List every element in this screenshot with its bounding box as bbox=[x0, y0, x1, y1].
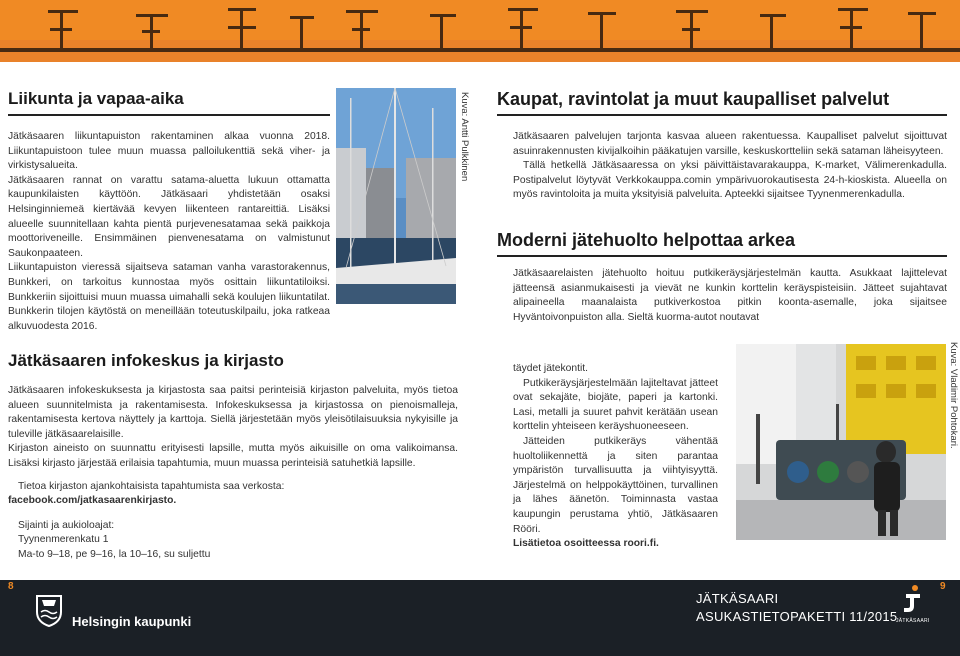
section-title-liikunta: Liikunta ja vapaa-aika bbox=[8, 89, 184, 108]
footer-title-line1: JÄTKÄSAARI bbox=[696, 591, 779, 606]
opening-hours: Ma-to 9–18, pe 9–16, la 10–16, su suljettu bbox=[18, 548, 211, 560]
harbour-cranes-skyline bbox=[0, 0, 960, 62]
footer-title-line2: ASUKASTIETOPAKETTI 11/2015 bbox=[696, 609, 898, 624]
more-info-link[interactable]: Lisätietoa osoitteessa roori.fi. bbox=[513, 538, 659, 550]
jatkasaari-logo-icon bbox=[900, 584, 926, 616]
photo-credit: Kuva: Antti Pulkkinen bbox=[459, 92, 470, 182]
paragraph: Putkikeräysjärjestelmään lajiteltavat jätteet ovat sekajäte, biojäte, paperi ja kartonki. Lasi, metalli ja suuret pahvit kerätään usean korttelin yhteiseen keräyshuoneeseen. bbox=[513, 377, 718, 433]
paragraph: Liikuntapuiston vieressä sijaitseva sataman vanha varastorakennus, Bunkkeri, on tarkoitus kunnostaa myös osittain liikuntatiloiksi. Bunkkeriin sijoittuisi muun muassa uimahalli sekä koulujen liikuntatilat. Bunkkerin tilojen käytöstä on meneillään toteutuskilpailu, joka ratkeaa alkuvuodesta 2016. bbox=[8, 262, 330, 332]
photo-credit: Kuva: Vladimir Pohtokari. bbox=[948, 342, 959, 449]
waste-collection-photo bbox=[736, 344, 946, 540]
fb-intro: Tietoa kirjaston ajankohtaisista tapahtumista saa verkosta: bbox=[18, 480, 285, 492]
paragraph: täydet jätekontit. bbox=[513, 363, 588, 374]
page-number-left: 8 bbox=[8, 581, 14, 592]
footer-title bbox=[696, 590, 897, 626]
jatehuolto-narrow bbox=[513, 362, 718, 552]
paragraph: Jätkäsaaren infokeskuksesta ja kirjastosta saa paitsi perinteisiä kirjaston palveluita, myös tietoa alueen suunnitelmista ja rakentamisesta. Infokeskuksessa ja kirjastossa on pienoismalleja, rakentamisesta kertova näyttely ja karttoja. Siellä järjestetään myös yleisötilaisuuksia nykyisille ja tuleville jätkäsaarelaisille. bbox=[8, 385, 458, 440]
jatkasaari-logo-label: JÄTKÄSAARI bbox=[896, 618, 930, 624]
title-rule bbox=[497, 255, 947, 257]
paragraph: Jätkäsaarelaisten jätehuolto hoituu putkikeräysjärjestelmän kautta. Asukkaat lajittelevat jätteensä asianmukaisesti ja vievät ne kunkin korttelin keräyspisteisiin. Jätteet sujahtavat alipaineella maanalaista putkiverkostoa pitkin koonta-asemalle, joka sijaitsee Hyväntoivonpuiston alla. Sieltä kuorma-autot noutavat bbox=[513, 267, 947, 323]
paragraph: Jätteiden putkikeräys vähentää huoltoliikennettä ja siten parantaa ympäristön turvallisuutta ja viihtyisyyttä. Järjestelmä on helppokäyttöinen, turvallinen ja lähes äänetön. Toiminnasta vastaa kaupungin perustama yhtiö, Jätkäsaaren Rööri. bbox=[513, 435, 718, 535]
paragraph: Kirjaston aineisto on suunnattu erityisesti lapsille, mutta myös aikuisille on oma valikoimansa. Lisäksi kirjasto järjestää erilaisia tapahtumia, muun muassa perinteisiä satuhetkiä lapsille. bbox=[8, 443, 458, 469]
left-column bbox=[8, 88, 330, 372]
right-column bbox=[497, 88, 947, 325]
title-rule bbox=[497, 114, 947, 116]
paragraph: Jätkäsaaren palvelujen tarjonta kasvaa alueen rakentuessa. Kaupalliset palvelut sijoittuvat asuinrakennusten kivijalkoihin pääkatujen varsille, keskuskortteliin sekä sataman läheisyyteen. bbox=[513, 131, 947, 157]
facebook-link[interactable]: facebook.com/jatkasaarenkirjasto. bbox=[8, 495, 177, 507]
page-number-right: 9 bbox=[940, 581, 946, 592]
helsinki-city-name: Helsingin kaupunki bbox=[72, 614, 192, 629]
section-title-jatehuolto: Moderni jätehuolto helpottaa arkea bbox=[497, 229, 796, 250]
title-rule bbox=[8, 114, 330, 116]
section-title-kaupat: Kaupat, ravintolat ja muut kaupalliset palvelut bbox=[497, 89, 890, 109]
infokeskus-section bbox=[8, 384, 458, 563]
address: Tyynenmerenkatu 1 bbox=[18, 534, 109, 546]
section-title-infokeskus: Jätkäsaaren infokeskus ja kirjasto bbox=[8, 351, 284, 371]
top-banner bbox=[0, 0, 960, 62]
helsinki-crest-icon bbox=[34, 592, 64, 628]
harbour-photo bbox=[336, 88, 456, 304]
paragraph: Jätkäsaaren liikuntapuiston rakentaminen alkaa vuonna 2018. Liikuntapuistoon tulee muun muassa palloilukenttiä sekä viher- ja virkistysalueita. bbox=[8, 131, 330, 172]
paragraph: Tällä hetkellä Jätkäsaaressa on yksi päivittäistavarakauppa, K-market, Välimerenkadulla. Postipalvelut löytyvät Verkkokauppa.comin ympärivuorokautisesta 24-h-kioskista. Alueella on myös ravintoloita ja muita yksityisiä palveluita. Apteekki sijaitsee Tyynenmerenkadulla. bbox=[513, 160, 947, 201]
location-label: Sijainti ja aukioloajat: bbox=[18, 519, 115, 531]
paragraph: Jätkäsaaren rannat on varattu satama-aluetta lukuun ottamatta kaupunkilaisten käyttöön. Jätkäsaari yhdistetään osaksi Helsinginniemeä kiertävää kevyen liikenteen rantareittiä. Lisäksi alueelle suunnitellaan kahta pientä purjevenesatamaa sekä paikkoja moottoriveneille. Ensimmäinen pienvenesatama on valmistunut Saukonpaateen. bbox=[8, 174, 330, 259]
